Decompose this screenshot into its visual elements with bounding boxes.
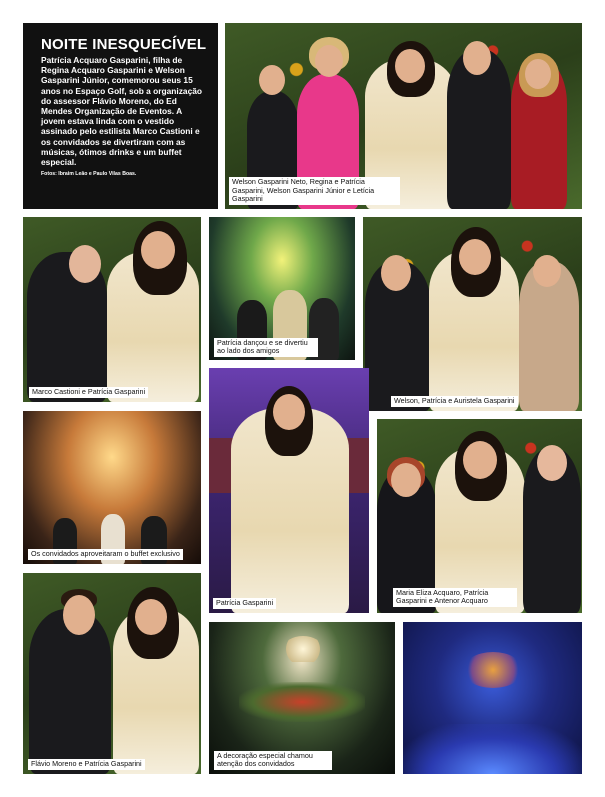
photo-decoration bbox=[209, 622, 395, 774]
person-head bbox=[63, 595, 95, 635]
dance-floor-lights bbox=[403, 724, 582, 774]
flower-arrangement bbox=[239, 682, 365, 722]
person-head bbox=[459, 239, 491, 275]
photo-caption: A decoração especial chamou atenção dos convidados bbox=[214, 751, 332, 770]
photo-flavio-moreno bbox=[23, 573, 201, 774]
person-head bbox=[537, 445, 567, 481]
person-head bbox=[141, 231, 175, 269]
photo-caption: Patrícia dançou e se divertiu ao lado dos amigos bbox=[214, 338, 318, 357]
person-head bbox=[135, 599, 167, 635]
intro-text-box bbox=[23, 23, 218, 209]
photo-caption: Flávio Moreno e Patrícia Gasparini bbox=[28, 759, 145, 770]
photo-caption: Welson Gasparini Neto, Regina e Patrícia Gasparini, Welson Gasparini Júnior e Letícia Gasparini bbox=[229, 177, 400, 205]
person-head bbox=[391, 463, 421, 497]
person-head bbox=[259, 65, 285, 95]
photo-caption: Patrícia Gasparini bbox=[213, 598, 276, 609]
photo-credit: Fotos: Ibraim Leão e Paulo Vilas Boas. bbox=[41, 171, 137, 178]
photo-caption: Os convidados aproveitaram o buffet exclusivo bbox=[28, 549, 183, 560]
article-title: NOITE INESQUECÍVEL bbox=[41, 36, 207, 53]
person-head bbox=[395, 49, 425, 83]
photo-welson-auristela bbox=[363, 217, 582, 411]
person-head bbox=[273, 394, 305, 430]
person-head bbox=[315, 45, 343, 77]
photo-patricia-portrait bbox=[209, 368, 369, 613]
photo-caption: Maria Eliza Acquaro, Patrícia Gasparini e Antenor Acquaro bbox=[393, 588, 517, 607]
person-figure bbox=[29, 609, 111, 774]
person-head bbox=[381, 255, 411, 291]
person-head bbox=[525, 59, 551, 89]
photo-grandparents bbox=[377, 419, 582, 613]
person-head bbox=[463, 41, 491, 75]
chandelier bbox=[283, 636, 323, 662]
person-head bbox=[69, 245, 101, 283]
photo-caption: Marco Castioni e Patrícia Gasparini bbox=[29, 387, 148, 398]
article-body: Patrícia Acquaro Gasparini, filha de Regina Acquaro Gasparini e Welson Gasparini Júnior, comemorou seus 15 anos no Espaço Golf, sob a organização do assessor Flávio Moreno, do Ed Mendes Organização de Eventos. A jovem estava linda com o vestido assinado pelo estilista Marco Castioni e os convidados se divertiram com as músicas, ótimos drinks e um buffet especial. bbox=[41, 55, 203, 168]
photo-dance-floor bbox=[209, 217, 355, 360]
person-head bbox=[533, 255, 561, 287]
photo-venue-blue bbox=[403, 622, 582, 774]
photo-caption: Welson, Patrícia e Auristela Gasparini bbox=[391, 396, 518, 407]
photo-family-group bbox=[225, 23, 582, 209]
photo-marco-castioni bbox=[23, 217, 201, 402]
person-head bbox=[463, 441, 497, 479]
centerpiece bbox=[463, 652, 523, 688]
photo-buffet bbox=[23, 411, 201, 564]
